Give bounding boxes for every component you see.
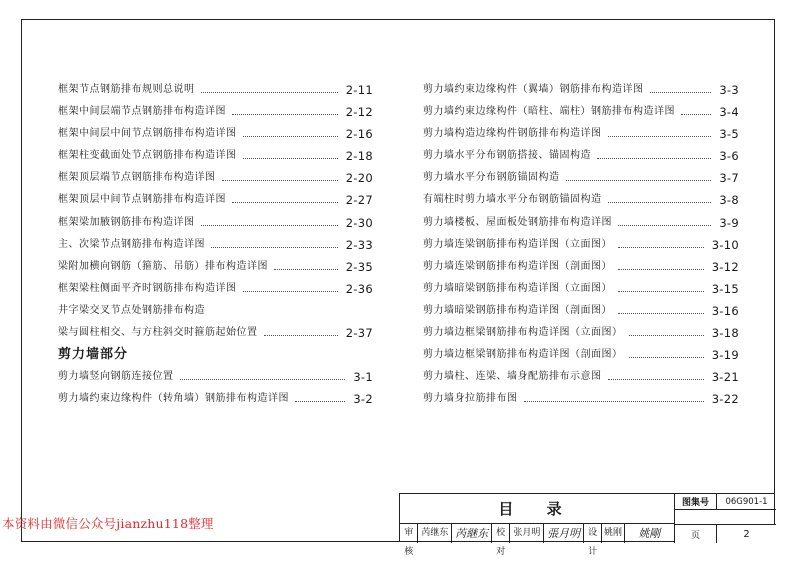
toc-entry-label: 框架中间层端节点钢筋排布构造详图 bbox=[58, 106, 226, 118]
toc-entry-page: 3-2 bbox=[353, 392, 373, 407]
toc-entry-label: 框架节点钢筋排布规则总说明 bbox=[58, 84, 195, 95]
toc-entry-label: 剪力墙暗梁钢筋排布构造详图（立面图） bbox=[423, 282, 612, 294]
toc-entry bbox=[58, 192, 373, 214]
toc-entry-label: 剪力墙边框梁钢筋排布构造详图（剖面图） bbox=[423, 349, 623, 361]
toc-entry-page: 2-12 bbox=[345, 105, 373, 120]
toc-leader-dots bbox=[618, 303, 704, 314]
toc-entry-page: 2-16 bbox=[345, 127, 373, 142]
page-number: 2 bbox=[717, 524, 776, 543]
toc-leader-dots bbox=[180, 369, 345, 380]
toc-entry-page: 3-3 bbox=[719, 83, 739, 97]
toc-entry bbox=[58, 369, 373, 391]
toc-leader-dots bbox=[629, 325, 704, 336]
toc-entry-label: 梁与圆柱相交、与方柱斜交时箍筋起始位置 bbox=[58, 327, 258, 339]
toc-entry-page: 3-8 bbox=[719, 193, 739, 208]
toc-entry bbox=[423, 347, 739, 369]
toc-entry-page: 3-22 bbox=[711, 392, 739, 407]
toc-entry bbox=[423, 281, 739, 303]
toc-entry-label: 框架梁柱侧面平齐时钢筋排布构造详图 bbox=[58, 282, 237, 294]
toc-leader-dots bbox=[524, 391, 704, 402]
toc-entry bbox=[58, 391, 373, 413]
toc-leader-dots bbox=[211, 237, 338, 248]
watermark-text: 本资料由微信公众号jianzhu118整理 bbox=[2, 516, 214, 531]
toc-entry bbox=[58, 215, 373, 237]
toc-leader-dots bbox=[608, 126, 711, 137]
designer-signature: 姚剛 bbox=[638, 527, 661, 540]
toc-entry-page: 3-15 bbox=[711, 281, 739, 296]
toc-leader-dots bbox=[618, 259, 704, 270]
atlas-number-label: 图集号 bbox=[675, 494, 717, 510]
toc-leader-dots bbox=[295, 391, 345, 402]
toc-entry-page: 3-5 bbox=[719, 127, 739, 142]
toc-entry-page: 2-18 bbox=[345, 149, 373, 164]
toc-entry bbox=[58, 303, 373, 325]
toc-entry-label: 剪力墙柱、连梁、墙身配筋排布示意图 bbox=[423, 371, 602, 383]
toc-entry-page: 2-30 bbox=[345, 215, 373, 230]
toc-entry-label: 框架顶层端节点钢筋排布构造详图 bbox=[58, 172, 216, 184]
toc-entry-page: 3-4 bbox=[719, 105, 739, 120]
review-label: 审核 bbox=[400, 524, 418, 543]
toc-entry bbox=[58, 148, 373, 170]
toc-leader-dots bbox=[264, 325, 338, 336]
toc-entry-label: 井字梁交叉节点处钢筋排布构造 bbox=[58, 304, 205, 316]
toc-leader-dots bbox=[243, 148, 338, 159]
toc-entry-page: 2-27 bbox=[345, 193, 373, 208]
toc-entry-page: 3-16 bbox=[711, 303, 739, 318]
toc-entry-page: 2-11 bbox=[345, 83, 373, 97]
toc-entry bbox=[423, 82, 739, 104]
toc-leader-dots bbox=[566, 170, 711, 181]
toc-leader-dots bbox=[608, 369, 704, 380]
toc-leader-dots bbox=[681, 104, 711, 115]
toc-entry bbox=[423, 391, 739, 413]
toc-entry bbox=[423, 104, 739, 126]
title-block bbox=[399, 493, 775, 557]
toc-entry-label: 框架顶层中间节点钢筋排布构造详图 bbox=[58, 194, 226, 206]
toc-entry bbox=[423, 369, 739, 391]
design-label: 设计 bbox=[584, 524, 602, 543]
toc-entry-page: 3-1 bbox=[353, 370, 373, 385]
toc-leader-dots bbox=[201, 82, 338, 93]
toc-entry-label: 主、次梁节点钢筋排布构造详图 bbox=[58, 238, 205, 250]
toc-leader-dots bbox=[232, 104, 338, 115]
toc-entry bbox=[423, 215, 739, 237]
toc-entry-label: 剪力墙水平分布钢筋搭接、锚固构造 bbox=[423, 150, 591, 162]
atlas-number-value: 06G901-1 bbox=[717, 494, 776, 510]
toc-entry-label: 剪力墙边框梁钢筋排布构造详图（立面图） bbox=[423, 327, 623, 339]
signature-row bbox=[400, 524, 675, 557]
designer-name: 姚刚 bbox=[602, 524, 624, 543]
toc-entry bbox=[58, 82, 373, 104]
toc-leader-dots bbox=[618, 281, 704, 292]
toc-entry-page: 3-21 bbox=[711, 370, 739, 385]
toc-right-column bbox=[423, 82, 739, 413]
toc-entry-label: 梁附加横向钢筋（箍筋、吊筋）排布构造详图 bbox=[58, 260, 268, 272]
toc-leader-dots bbox=[232, 192, 338, 203]
toc-entry-page: 2-37 bbox=[345, 326, 373, 341]
toc-entry-label: 剪力墙连梁钢筋排布构造详图（立面图） bbox=[423, 238, 612, 250]
toc-leader-dots bbox=[274, 259, 338, 270]
toc-entry-label: 框架柱变截面处节点钢筋排布构造详图 bbox=[58, 150, 237, 162]
toc-entry bbox=[58, 325, 373, 347]
toc-entry bbox=[423, 148, 739, 170]
checker-name: 张月明 bbox=[510, 524, 544, 543]
toc-leader-dots bbox=[243, 281, 338, 292]
toc-entry bbox=[423, 192, 739, 214]
toc-leader-dots bbox=[650, 82, 711, 93]
toc-entry bbox=[58, 281, 373, 303]
toc-leader-dots bbox=[618, 215, 711, 226]
toc-entry bbox=[58, 237, 373, 259]
toc-entry bbox=[423, 126, 739, 148]
page-label: 页 bbox=[675, 524, 717, 543]
check-label: 校对 bbox=[492, 524, 510, 543]
toc-entry-label: 剪力墙约束边缘构件（暗柱、端柱）钢筋排布构造详图 bbox=[423, 106, 675, 118]
toc-entry bbox=[58, 259, 373, 281]
reviewer-signature: 芮継东 bbox=[452, 524, 492, 543]
toc-entry-label: 框架中间层中间节点钢筋排布构造详图 bbox=[58, 128, 237, 140]
toc-entry bbox=[58, 126, 373, 148]
toc-entry-page: 3-6 bbox=[719, 149, 739, 164]
toc-entry-label: 剪力墙楼板、屋面板处钢筋排布构造详图 bbox=[423, 216, 612, 228]
toc-section-heading bbox=[58, 347, 373, 369]
toc-entry-page: 3-12 bbox=[711, 259, 739, 274]
toc-entry-page: 3-19 bbox=[711, 348, 739, 363]
toc-entry-label: 有端柱时剪力墙水平分布钢筋锚固构造 bbox=[423, 194, 602, 206]
toc-entry-label: 剪力墙竖向钢筋连接位置 bbox=[58, 371, 174, 383]
toc-entry-page: 2-33 bbox=[345, 237, 373, 252]
toc-leader-dots bbox=[222, 170, 338, 181]
toc-entry-page: 3-18 bbox=[711, 326, 739, 341]
toc-entry-label: 剪力墙约束边缘构件（翼墙）钢筋排布构造详图 bbox=[423, 84, 644, 95]
toc-leader-dots bbox=[629, 347, 704, 358]
title-block-title: 目 录 bbox=[400, 494, 675, 524]
toc-entry-page: 3-10 bbox=[711, 237, 739, 252]
toc-entry bbox=[423, 325, 739, 347]
toc-entry bbox=[423, 303, 739, 325]
toc-entry bbox=[58, 104, 373, 126]
toc-entry bbox=[423, 170, 739, 192]
toc-entry bbox=[423, 237, 739, 259]
toc-entry bbox=[423, 259, 739, 281]
toc-entry-label: 剪力墙部分 bbox=[58, 347, 129, 363]
reviewer-name: 芮继东 bbox=[418, 524, 452, 543]
toc-leader-dots bbox=[618, 237, 704, 248]
toc-entry-label: 剪力墙连梁钢筋排布构造详图（剖面图） bbox=[423, 260, 612, 272]
toc-entry-page: 2-20 bbox=[345, 171, 373, 186]
toc-entry bbox=[58, 170, 373, 192]
toc-entry-page: 3-9 bbox=[719, 215, 739, 230]
toc-entry-label: 剪力墙暗梁钢筋排布构造详图（剖面图） bbox=[423, 304, 612, 316]
toc-leader-dots bbox=[608, 192, 711, 203]
toc-leader-dots bbox=[243, 126, 338, 137]
toc-entry-label: 框架梁加腋钢筋排布构造详图 bbox=[58, 216, 195, 228]
toc-entry-label: 剪力墙构造边缘构件钢筋排布构造详图 bbox=[423, 128, 602, 140]
toc-entry-label: 剪力墙约束边缘构件（转角墙）钢筋排布构造详图 bbox=[58, 393, 289, 405]
checker-signature: 張月明 bbox=[544, 524, 584, 543]
toc-entry-page: 2-35 bbox=[345, 259, 373, 274]
toc-leader-dots bbox=[201, 215, 338, 226]
toc-entry-label: 剪力墙水平分布钢筋锚固构造 bbox=[423, 172, 560, 184]
toc-leader-dots bbox=[597, 148, 711, 159]
toc-entry-label: 剪力墙身拉筋排布图 bbox=[423, 393, 518, 405]
toc-left-column bbox=[58, 82, 373, 413]
toc-entry-page: 2-36 bbox=[345, 281, 373, 296]
toc-entry-page: 3-7 bbox=[719, 171, 739, 186]
